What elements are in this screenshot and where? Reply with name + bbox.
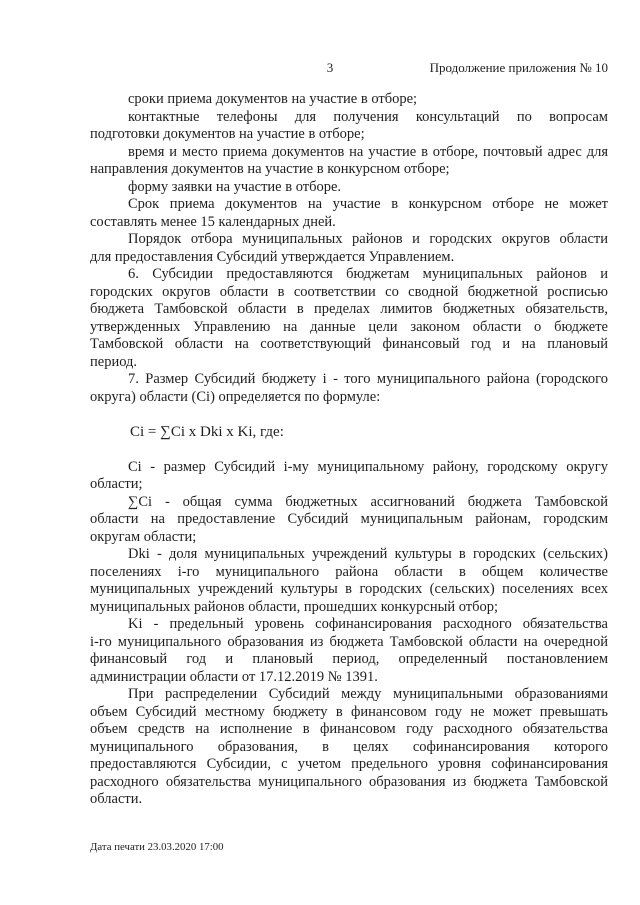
paragraph-definition-dki: [90, 546, 608, 616]
text-line: период.: [90, 353, 138, 370]
paragraph-definition-ci: [90, 459, 608, 494]
formula: Ci = ∑Ci x Dki x Ki, где:: [130, 423, 284, 440]
text-line: i-го муниципального образования из бюджета Тамбовской области на очередной: [90, 633, 608, 650]
text-line: Порядок отбора муниципальных районов и городских округов области: [128, 231, 608, 247]
text-line: Тамбовской области на соответствующий финансовый год и на плановый: [90, 336, 608, 352]
text-line: администрации области от 17.12.2019 № 1391.: [90, 668, 378, 685]
paragraph-contact-phones: [90, 109, 608, 144]
text-line: округам области;: [90, 528, 197, 545]
appendix-continuation-label: Продолжение приложения № 10: [429, 60, 608, 75]
paragraph-item-6: [90, 266, 608, 371]
text-line: бюджета Тамбовской области в пределах лимитов бюджетных обязательств,: [90, 301, 608, 317]
text-line: финансовый год и плановый период, определенный постановлением: [90, 651, 608, 667]
paragraph-definition-sum-ci: [90, 494, 608, 547]
text-line: Ci - размер Субсидий i-му муниципальному району, городскому округу: [128, 458, 608, 475]
paragraph-item-7: [90, 371, 608, 406]
text-line: муниципальных учреждений культуры в городских (сельских) поселениях всех: [90, 581, 608, 597]
paragraph-submission-place: [90, 144, 608, 179]
paragraph-selection-procedure: [90, 231, 608, 266]
text-line: области;: [90, 476, 143, 492]
text-line: поселениях i-го муниципального района области в общем количестве: [90, 563, 608, 580]
text-line: сроки приема документов на участие в отборе;: [128, 91, 418, 107]
text-line: для предоставления Субсидий утверждается Управлением.: [90, 248, 455, 265]
text-line: время и место приема документов на участие в отборе, почтовый адрес для: [128, 143, 608, 160]
text-line: городских округов области в соответствии со сводной бюджетной росписью: [90, 283, 608, 300]
text-line: Dki - доля муниципальных учреждений культуры в городских (сельских): [128, 546, 608, 562]
text-line: При распределении Субсидий между муниципальными образованиями: [128, 686, 608, 702]
text-line: 7. Размер Субсидий бюджету i - того муниципального района (городского: [128, 371, 608, 387]
text-line: 6. Субсидии предоставляются бюджетам муниципальных районов и: [128, 266, 608, 282]
text-line: области на предоставление Субсидий муниципальным районам, городским: [90, 511, 608, 527]
text-line: составлять менее 15 календарных дней.: [90, 213, 336, 230]
text-line: муниципального образования, в целях софинансирования которого: [90, 738, 608, 755]
text-line: предоставляются Субсидии, с учетом предельного уровня софинансирования: [90, 756, 608, 772]
text-line: ∑Ci - общая сумма бюджетных ассигнований бюджета Тамбовской: [128, 493, 608, 510]
paragraph-distribution: [90, 686, 608, 809]
text-line: муниципальных районов области, прошедших конкурсный отбор;: [90, 598, 499, 615]
paragraph-submission-period: [90, 196, 608, 231]
text-line: Ki - предельный уровень софинансирования расходного обязательства: [128, 616, 608, 632]
text-line: объем Субсидий местному бюджету в финансовом году не может превышать: [90, 703, 608, 720]
text-line: форму заявки на участие в отборе.: [128, 178, 342, 195]
paragraph-definition-ki: [90, 616, 608, 686]
text-line: объем средств на исполнение в финансовом году расходного обязательства: [90, 721, 608, 737]
paragraph-application-form: [90, 179, 608, 197]
page-number: 3: [326, 60, 334, 75]
text-line: контактные телефоны для получения консультаций по вопросам: [128, 108, 608, 125]
blank-line: [90, 441, 608, 459]
page-header: [90, 60, 608, 76]
document-body: [90, 91, 608, 809]
blank-line: [90, 406, 608, 424]
text-line: области.: [90, 791, 143, 807]
text-line: подготовки документов на участие в отборе;: [90, 126, 365, 142]
text-line: округа) области (Ci) определяется по формуле:: [90, 388, 381, 405]
text-line: направления документов на участие в конкурсном отборе;: [90, 161, 450, 177]
text-line: утвержденных Управлению на данные цели законом области о бюджете: [90, 318, 608, 335]
print-date: Дата печати 23.03.2020 17:00: [90, 841, 224, 853]
paragraph-submission-deadlines: [90, 91, 608, 109]
text-line: расходного обязательства муниципального образования из бюджета Тамбовской: [90, 773, 608, 790]
text-line: Срок приема документов на участие в конкурсном отборе не может: [128, 196, 608, 212]
